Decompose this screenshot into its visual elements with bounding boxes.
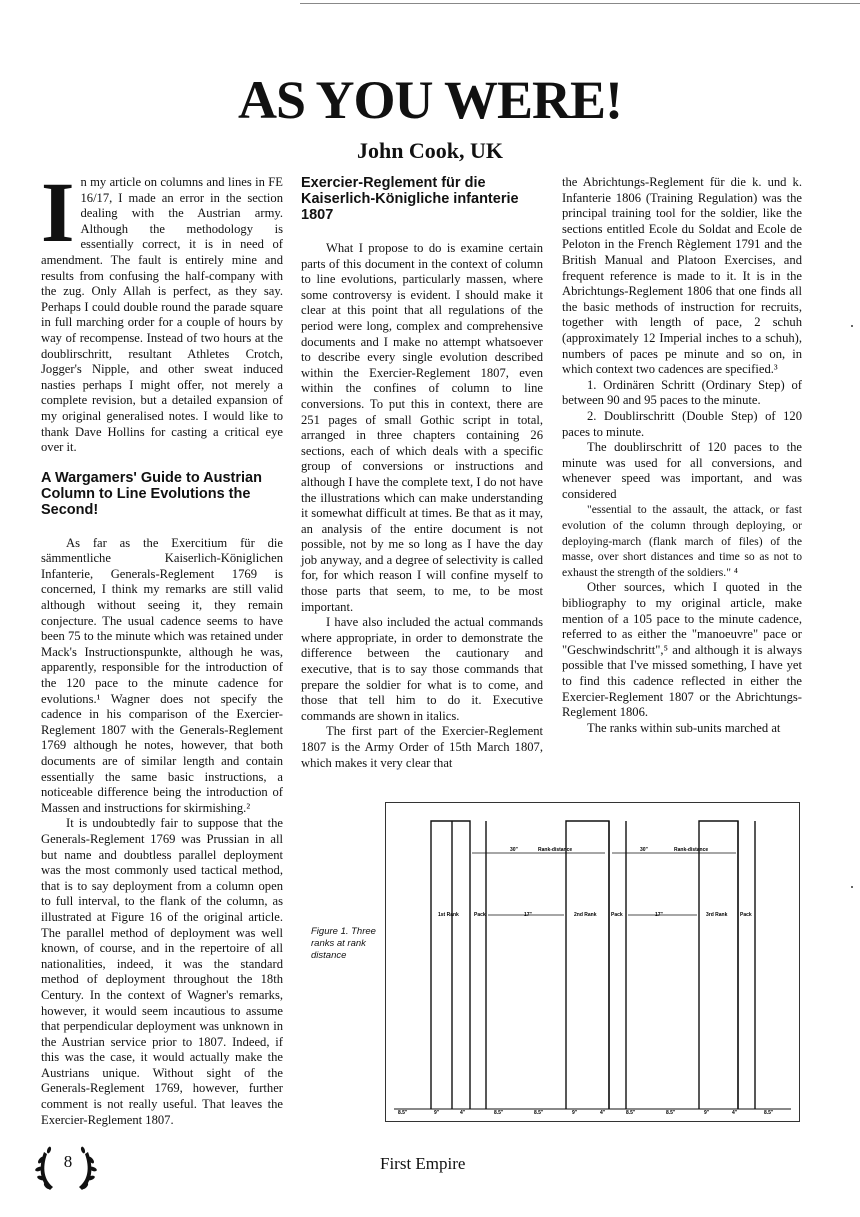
bottom-measure: 4" xyxy=(732,1110,738,1116)
rank-label-1: 1st Rank xyxy=(438,912,459,918)
bottom-measure: 8.5" xyxy=(494,1110,504,1116)
article-byline: John Cook, UK xyxy=(356,138,504,163)
scan-speck xyxy=(851,886,853,888)
rank-3-column xyxy=(699,821,738,1109)
bottom-measure: 4" xyxy=(600,1110,606,1116)
bottom-measure: 9" xyxy=(704,1110,710,1116)
rank-columns xyxy=(394,821,791,1109)
publication-name: First Empire xyxy=(380,1154,466,1173)
bottom-measure: 8.5" xyxy=(626,1110,636,1116)
section-heading-guide: A Wargamers' Guide to Austrian Column to Line Evolutions the Second! xyxy=(41,469,262,518)
rank-2-column xyxy=(566,821,609,1109)
bottom-measure: 8.5" xyxy=(398,1110,408,1116)
upper-measure-1: 30" xyxy=(510,847,518,853)
rank-distance-label-2: Rank-distance xyxy=(674,847,709,853)
rank-label-3: 3rd Rank xyxy=(706,912,728,918)
body-paragraph: The first part of the Exercier-Reglement 1807 is the Army Order of 15th March 1807, which makes it very clear that xyxy=(301,724,543,770)
block-quote: "essential to the assault, the attack, or fast evolution of the column through deploying, or deploying-march (flank march of files) of the masse, over short distances and time so as not to exhaust the strength of the soldiers." ⁴ xyxy=(562,503,802,579)
body-paragraph: What I propose to do is examine certain parts of this document in the context of column to line evolutions, particularly massen, where some controversy is evident. I should make it clear at this point that all regulations of the period were long, complex and comprehensive documents and I make no attempt whatsoever to describe every single evolution described within the Exercier-Reglement 1807, even within the confines of column to line conversions. To put this in context, there are 251 pages of small Gothic script in total, arranged in three chapters containing 26 sections, each of which deals with a specific group of conversions or instructions and although I have the complete text, I do not have the illustrations which can make understanding it somewhat difficult at times. Be that as it may, an analysis of the entire document is not possible, not by me so long as I have the day job anyway, and a degree of selectivity is called for, for which reason I will confine myself to those parts that seem, to me, to be most important. xyxy=(301,241,543,614)
upper-measure-2: 30" xyxy=(640,847,648,853)
rank-distance-label-1: Rank-distance xyxy=(538,847,573,853)
mid-measure-2: 17" xyxy=(655,912,663,918)
body-paragraph: The ranks within sub-units marched at xyxy=(587,720,781,735)
bottom-measure: 9" xyxy=(572,1110,578,1116)
pack-label-2: Pack xyxy=(611,912,623,918)
column-3 xyxy=(562,175,802,736)
body-paragraph: As far as the Exercitium für die sämmentliche Kaiserlich-Königlichen Infanterie, Generals-Reglement 1769 is concerned, I think my remarks are still valid although without seeing it, they remain conjecture. The usual cadence seems to have been 75 to the minute which was retained under Mack's Instructionspunkte, although he was, apparently, responsible for the introduction of the 120 pace to the minute cadence for evolutions.¹ Wagner does not specify the cadence in his comparison of the Exercier-Reglement 1807 with the Generals-Reglement 1769 although he notes, however, that both documents are of similar length and contain essentially the same basic instructions, a noticeable difference being the introduction of Massen and instructions for skirmishing.² xyxy=(41,535,283,815)
body-paragraph: I have also included the actual commands where appropriate, in order to demonstrate the difference between the cautionary and executive, that is to say those commands that prepare the soldier for what is to come, and those that tell him to do it. Executive commands are shown in italics. xyxy=(301,615,543,723)
column-1 xyxy=(41,164,283,1128)
bottom-measure: 9" xyxy=(434,1110,440,1116)
bottom-measure-row xyxy=(398,1110,774,1116)
section-heading-reglement: Exercier-Reglement für die Kaiserlich-Königliche infanterie 1807 xyxy=(301,175,519,223)
bottom-measure: 8.5" xyxy=(764,1110,774,1116)
dimension-lines xyxy=(472,853,736,915)
body-paragraph: The doublirschritt of 120 paces to the minute was used for all conversions, and whenever speed was important, and was considered xyxy=(562,440,802,501)
list-item: 2. Doublirschritt (Double Step) of 120 paces to minute. xyxy=(562,408,802,439)
article-title: AS YOU WERE! xyxy=(237,70,623,130)
body-paragraph: Other sources, which I quoted in the bibliography to my original article, make mention of a 105 pace to the minute cadence, referred to as either the "manoeuvre" pace or "Geschwindschritt",⁵ and although it is always possible that I've missed something, I have yet to find this cadence reflected in either the Exercier-Reglement 1807 or the Abrichtungs-Reglement 1806. xyxy=(562,580,802,720)
pack-label-1: Pack xyxy=(474,912,486,918)
bottom-measure: 8.5" xyxy=(666,1110,676,1116)
body-paragraph: It is undoubtedly fair to suppose that the Generals-Reglement 1769 was Prussian in all but name and doubtless parallel deployment was the most commonly used tactical method, that is to say deployment from a column open to full interval, to the flank of the column, as illustrated at Figure 16 of the original article. The parallel method of deployment was well known, of course, and in the repertoire of all nationalities, indeed, it was the standard method of deployment throughout the 18th Century. In the context of Wagner's remarks, however, it would seem incautious to assume that perpendicular deployment was unknown in the Austrian service prior to 1807. Indeed, if this was the case, it would actually make the Austrians unique. Without sight of the Generals-Reglement 1769, however, further comment is not really useful. That leaves the Exercier-Reglement 1807. xyxy=(41,816,283,1127)
top-rule xyxy=(300,3,860,4)
rank-1-column xyxy=(431,821,470,1109)
intro-text: n my article on columns and lines in FE 16/17, I made an error in the section dealing with the Austrian army. Although the methodology is essentially correct, it is in need of amendment. The fault is entirely mine and results from confusing the half-company with the zug. Only Allah is perfect, as they say. Perhaps I could double round the parade square in full marching order for a couple of hours by way of recompense. Instead of two hours at the doublirschritt, resultant Athletes Crotch, Jogger's Nipple, and other sweat induced nasties perhaps I might offer, not merely a complete revision, but a detailed expansion of my original generalised notes. I would like to thank Dave Hollins for casting a critical eye over it. xyxy=(41,175,283,455)
pack-label-3: Pack xyxy=(740,912,752,918)
rank-distance-diagram xyxy=(386,803,799,1121)
intro-paragraph xyxy=(41,164,283,456)
column-2 xyxy=(301,175,543,771)
scan-speck xyxy=(851,325,853,327)
rank-label-2: 2nd Rank xyxy=(574,912,597,918)
figure-1-diagram xyxy=(385,802,800,1122)
bottom-measure: 8.5" xyxy=(534,1110,544,1116)
page-number: 8 xyxy=(63,1152,73,1171)
bottom-measure: 4" xyxy=(460,1110,466,1116)
mid-measure-1: 17" xyxy=(524,912,532,918)
list-item: 1. Ordinären Schritt (Ordinary Step) of between 90 and 95 paces to the minute. xyxy=(562,377,802,408)
figure-caption: Figure 1. Three ranks at rank distance xyxy=(311,926,376,961)
body-paragraph: the Abrichtungs-Reglement für die k. und k. Infanterie 1806 (Training Regulation) was the principal training tool for the soldier, like the sections entitled Ecole du Soldat and Ecole de Peloton in the French Règlement 1791 and the British Manual and Platoon Exercises, and frequent reference is made to it. It is in the Abrichtungs-Reglement 1806 that one finds all the basic methods of instruction for recruits, together with length of pace, 2 schuh (approximately 12 Imperial inches to a schuh), numbers of paces pe minute and so on, in which context two cadences are specified.³ xyxy=(562,175,802,377)
drop-cap: I xyxy=(41,164,75,260)
